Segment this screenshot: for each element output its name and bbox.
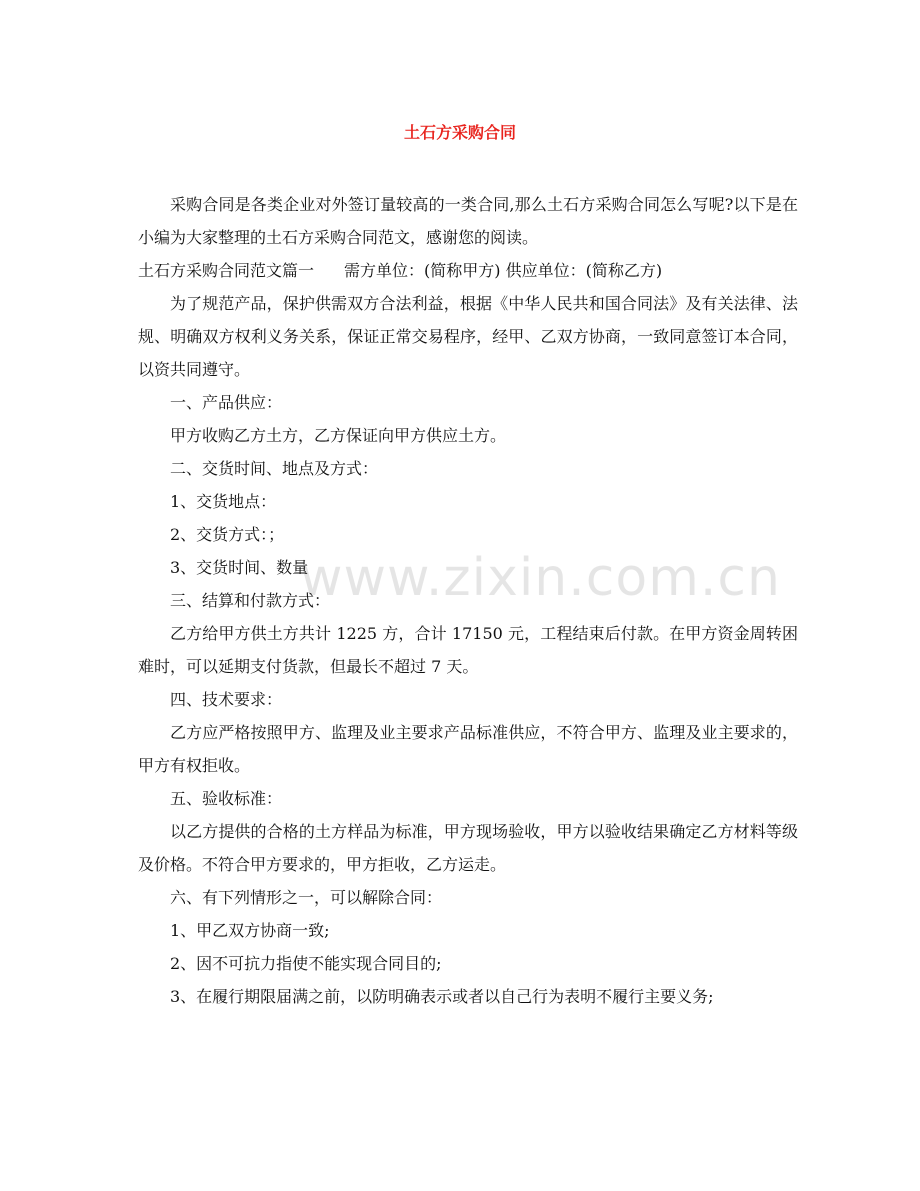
list-item: 3、在履行期限届满之前，以防明确表示或者以自己行为表明不履行主要义务; — [170, 987, 714, 1006]
paragraph: 乙方给甲方供土方共计 1225 方，合计 17150 元，工程结束后付款。在甲方资金周转困难时，可以延期支付货款，但最长不超过 7 天。 — [138, 624, 798, 676]
paragraph: 乙方应严格按照甲方、监理及业主要求产品标准供应，不符合甲方、监理及业主要求的，甲方有权拒收。 — [138, 723, 798, 775]
watermark: www.zixin.com.cn — [300, 548, 781, 608]
heading-line-right: 需方单位：(简称甲方) 供应单位：(简称乙方) — [344, 261, 663, 280]
paragraph: 以乙方提供的合格的土方样品为标准，甲方现场验收，甲方以验收结果确定乙方材料等级及价格。不符合甲方要求的，甲方拒收，乙方运走。 — [138, 822, 798, 874]
list-item: 1、交货地点： — [170, 492, 277, 511]
section-heading: 一、产品供应： — [170, 393, 283, 412]
document-body — [138, 188, 798, 1013]
section-heading: 六、有下列情形之一，可以解除合同： — [170, 888, 443, 907]
list-item: 3、交货时间、数量 — [170, 558, 309, 577]
list-item: 2、因不可抗力指使不能实现合同目的; — [170, 954, 442, 973]
heading-line — [138, 254, 798, 287]
section-heading: 四、技术要求： — [170, 690, 283, 709]
paragraph: 为了规范产品，保护供需双方合法利益，根据《中华人民共和国合同法》及有关法律、法规、明确双方权利义务关系，保证正常交易程序，经甲、乙双方协商，一致同意签订本合同，以资共同遵守。 — [138, 294, 798, 379]
section-heading: 二、交货时间、地点及方式： — [170, 459, 379, 478]
list-item: 2、交货方式：； — [170, 525, 285, 544]
list-item: 1、甲乙双方协商一致; — [170, 921, 330, 940]
section-heading: 三、结算和付款方式： — [170, 591, 331, 610]
heading-line-left: 土石方采购合同范文篇一 — [138, 261, 315, 280]
paragraph: 甲方收购乙方土方，乙方保证向甲方供应土方。 — [170, 426, 507, 445]
document-title: 土石方采购合同 — [403, 123, 516, 142]
section-heading: 五、验收标准： — [170, 789, 283, 808]
intro-paragraph: 采购合同是各类企业对外签订量较高的一类合同,那么土石方采购合同怎么写呢?以下是在小编为大家整理的土石方采购合同范文，感谢您的阅读。 — [138, 195, 798, 247]
